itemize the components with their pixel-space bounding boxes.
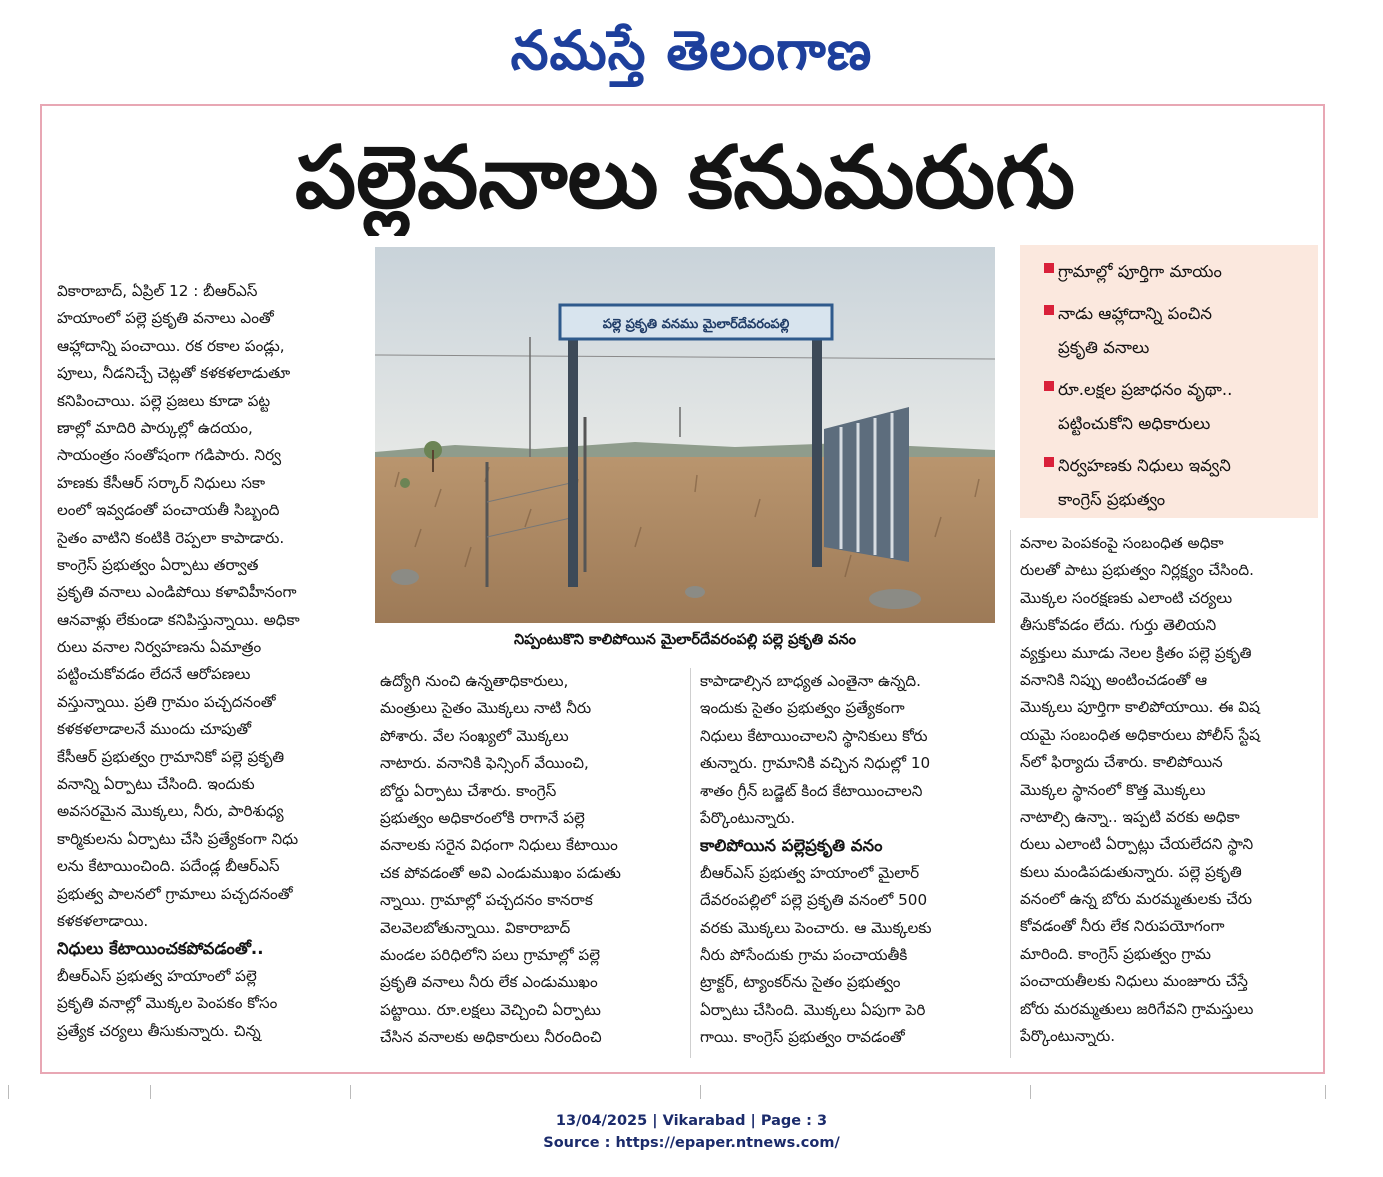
text-line: ప్రకృతి వనాలు నీరు లేక ఎండుముఖం [380, 973, 598, 992]
text-line: పోశారు. వేల సంఖ్యలో మొక్కలు [380, 726, 569, 745]
text-line: కేసీఆర్‌ ప్రభుత్వం గ్రామానికో పల్లె ప్రకృతి [57, 747, 285, 766]
text-line: వనంలో ఉన్న బోరు మరమ్మతులకు చేరు [1020, 890, 1253, 909]
subheading: నిధులు కేటాయించకపోవడంతో.. [57, 939, 264, 959]
text-line: వనాన్ని ఏర్పాటు చేసింది. ఇందుకు [57, 775, 255, 794]
text-line: నీరు పోసేందుకు గ్రామ పంచాయతీకి [700, 945, 908, 964]
margin-mark [1325, 1085, 1326, 1099]
text-line: అవసరమైన మొక్కలు, నీరు, పారిశుధ్య [57, 802, 284, 821]
column-divider [690, 668, 691, 1058]
text-line: దేవరంపల్లిలో పల్లె ప్రకృతి వనంలో 500 [700, 891, 928, 910]
text-line: వస్తున్నాయి. ప్రతి గ్రామం పచ్చదనంతో [57, 692, 276, 711]
highlight-item: రూ.లక్షల ప్రజాధనం వృథా.. పట్టించుకోని అధికారులు [1020, 373, 1318, 441]
text-line: తున్నారు. గ్రామానికి వచ్చిన నిధుల్లో 10 [700, 754, 931, 773]
bullet-square-icon [1044, 381, 1054, 391]
margin-mark [350, 1085, 351, 1099]
footer-date-edition: 13/04/2025 | Vikarabad | Page : 3 [555, 1113, 828, 1129]
text-line: శాతం గ్రీన్‌ బడ్జెట్‌ కింద కేటాయించాలని [700, 781, 923, 800]
text-line: సైతం వాటిని కంటికి రెప్పలా కాపాడారు. [57, 528, 285, 547]
text-line: కోవడంతో నీరు లేక నిరుపయోగంగా [1020, 917, 1225, 936]
text-line: ప్రకృతి వనాలు ఎండిపోయి కళావిహీనంగా [57, 583, 297, 602]
photo-caption: నిప్పంటుకొని కాలిపోయిన మైలార్‌దేవరంపల్లి పల్లె ప్రకృతి వనం [514, 632, 856, 648]
text-line: వికారాబాద్‌, ఏప్రిల్‌ 12 : బీఆర్‌ఎస్‌ [57, 282, 258, 300]
text-line: పట్టాయి. రూ.లక్షలు వెచ్చించి ఏర్పాటు [380, 1000, 601, 1019]
text-line: పట్టించుకోవడం లేదనే ఆరోపణలు [57, 665, 251, 684]
text-line: రులతో పాటు ప్రభుత్వం నిర్లక్ష్యం చేసింది. [1020, 561, 1254, 580]
text-line: కాంగ్రెస్‌ ప్రభుత్వం ఏర్పాటు తర్వాత [57, 555, 259, 574]
text-line: కులు మండిపడుతున్నారు. పల్లె ప్రకృతి [1020, 862, 1242, 881]
highlight-item: నాడు ఆహ్లాదాన్ని పంచిన ప్రకృతి వనాలు [1020, 297, 1318, 365]
text-line: కళకళలాడాయి. [57, 911, 149, 930]
text-line: బోర్డు ఏర్పాటు చేశారు. కాంగ్రెస్‌ [380, 781, 557, 800]
text-line: చేసిన వనాలకు అధికారులు నీరందించి [380, 1028, 602, 1047]
margin-mark [8, 1085, 9, 1099]
article-column-2 [380, 668, 680, 1051]
text-line: ణాల్లో మాదిరి పార్కుల్లో ఉదయం, [57, 418, 253, 437]
text-line: బోరు మరమ్మతులు జరిగేవని గ్రామస్తులు [1020, 999, 1254, 1018]
highlights-box [1020, 245, 1318, 518]
text-line: న్‌లో ఫిర్యాదు చేశారు. కాలిపోయిన [1020, 753, 1223, 772]
text-line: న్నాయి. గ్రామాల్లో పచ్చదనం కానరాక [380, 891, 593, 910]
text-line: వనానికి నిప్పు అంటించడంతో ఆ [1020, 670, 1208, 689]
text-line: రులు ఎలాంటి ఏర్పాట్లు చేయలేదని స్థాని [1020, 835, 1254, 854]
text-line: తీసుకోవడం లేదు. గుర్తు తెలియని [1020, 616, 1217, 635]
text-line: వరకు మొక్కలు పెంచారు. ఆ మొక్కలకు [700, 918, 932, 937]
margin-mark [700, 1085, 701, 1099]
text-line: మొక్కలు పూర్తిగా కాలిపోయాయి. ఈ విష [1020, 698, 1260, 717]
text-line: ఇందుకు సైతం ప్రభుత్వం ప్రత్యేకంగా [700, 699, 905, 718]
text-line: ట్రాక్టర్‌, ట్యాంకర్‌ను సైతం ప్రభుత్వం [700, 973, 901, 992]
text-line: లంలో ఇవ్వడంతో పంచాయతీ సిబ్బంది [57, 501, 280, 520]
bullet-square-icon [1044, 457, 1054, 467]
text-line: వెలవెలబోతున్నాయి. వికారాబాద్‌ [380, 918, 571, 937]
text-line: కళకళలాడాలనే ముందు చూపుతో [57, 720, 252, 739]
text-line: కాపాడాల్సిన బాధ్యత ఎంతైనా ఉన్నది. [700, 672, 921, 690]
text-line: వనాలకు సరైన విధంగా నిధులు కేటాయిం [380, 836, 618, 855]
text-line: ప్రత్యేక చర్యలు తీసుకున్నారు. చిన్న [57, 1021, 261, 1040]
text-line: ప్రభుత్వ పాలనలో గ్రామాలు పచ్చదనంతో [57, 884, 293, 903]
article-column-4 [1020, 530, 1320, 1050]
text-line: ఉద్యోగి నుంచి ఉన్నతాధికారులు, [380, 672, 569, 690]
text-line: బీఆర్‌ఎస్‌ ప్రభుత్వ హయాంలో మైలార్‌ [700, 863, 920, 882]
text-line: లను కేటాయించింది. పదేండ్ల బీఆర్‌ఎస్‌ [57, 857, 280, 876]
text-line: నాటారు. వనానికి ఫెన్సింగ్‌ వేయించి, [380, 754, 589, 773]
text-line: సాయంత్రం సంతోషంగా గడిపారు. నిర్వ [57, 446, 282, 465]
margin-mark [150, 1085, 151, 1099]
bullet-square-icon [1044, 305, 1054, 315]
text-line: ఆనవాళ్లు లేకుండా కనిపిస్తున్నాయి. అధికా [57, 610, 300, 629]
text-line: రులు వనాల నిర్వహణను ఏమాత్రం [57, 638, 262, 657]
column-divider [1010, 530, 1011, 1058]
text-line: మండల పరిధిలోని పలు గ్రామాల్లో పల్లె [380, 945, 600, 964]
text-line: బీఆర్‌ఎస్‌ ప్రభుత్వ హయాంలో పల్లె [57, 966, 257, 985]
article-photo [375, 247, 995, 623]
article-headline: పల్లెవనాలు కనుమరుగు [295, 128, 1075, 228]
text-line: ఏర్పాటు చేసింది. మొక్కలు ఏపుగా పెరి [700, 1000, 926, 1019]
text-line: ఆహ్లాదాన్ని పంచాయి. రక రకాల పండ్లు, [57, 336, 285, 355]
text-line: హణకు కేసీఆర్‌ సర్కార్‌ నిధులు సకా [57, 473, 266, 492]
margin-mark [1030, 1085, 1031, 1099]
text-line: చక పోవడంతో అవి ఎండుముఖం పడుతు [380, 863, 621, 882]
highlight-item: గ్రామాల్లో పూర్తిగా మాయం [1020, 255, 1318, 289]
text-line: పూలు, నీడనిచ్చే చెట్లతో కళకళలాడుతూ [57, 364, 291, 383]
text-line: వనాల పెంపకంపై సంబంధిత అధికా [1020, 534, 1224, 552]
footer-source: Source : https://epaper.ntnews.com/ [543, 1135, 840, 1151]
highlight-item: నిర్వహణకు నిధులు ఇవ్వని కాంగ్రెస్‌ ప్రభుత్వం [1020, 449, 1318, 517]
text-line: పేర్కొంటున్నారు. [700, 808, 796, 827]
text-line: హయాంలో పల్లె ప్రకృతి వనాలు ఎంతో [57, 309, 274, 328]
page-footer [0, 1110, 1383, 1154]
text-line: వ్యక్తులు మూడు నెలల క్రితం పల్లె ప్రకృతి [1020, 643, 1252, 662]
text-line: యమై సంబంధిత అధికారులు పోలీస్‌ స్టేష [1020, 725, 1260, 744]
text-line: పేర్కొంటున్నారు. [1020, 1027, 1116, 1046]
text-line: మొక్కల స్థానంలో కొత్త మొక్కలు [1020, 780, 1206, 799]
text-line: కార్మికులను ఏర్పాటు చేసి ప్రత్యేకంగా నిధు [57, 829, 299, 848]
text-line: ప్రకృతి వనాల్లో మొక్కల పెంపకం కోసం [57, 994, 278, 1013]
text-line: నిధులు కేటాయించాలని స్థానికులు కోరు [700, 726, 928, 745]
text-line: మంత్రులు సైతం మొక్కలు నాటి నీరు [380, 699, 592, 718]
text-line: మారింది. కాంగ్రెస్‌ ప్రభుత్వం గ్రామ [1020, 944, 1211, 963]
text-line: నాటాల్సి ఉన్నా.. ఇప్పటి వరకు అధికా [1020, 807, 1240, 826]
bullet-square-icon [1044, 263, 1054, 273]
text-line: కనిపించాయి. పల్లె ప్రజలు కూడా పట్ట [57, 391, 271, 410]
article-column-1 [57, 278, 357, 1045]
arch-sign-text: పల్లె ప్రకృతి వనము మైలార్‌దేవరంపల్లి [602, 317, 790, 332]
masthead-logo: నమస్తే తెలంగాణ [510, 18, 873, 82]
text-line: గాయి. కాంగ్రెస్‌ ప్రభుత్వం రావడంతో [700, 1028, 905, 1047]
subheading: కాలిపోయిన పల్లెప్రకృతి వనం [700, 836, 883, 856]
text-line: పంచాయతీలకు నిధులు మంజూరు చేస్తే [1020, 972, 1248, 991]
text-line: మొక్కల సంరక్షణకు ఎలాంటి చర్యలు [1020, 588, 1233, 607]
article-column-3 [700, 668, 1000, 1051]
text-line: ప్రభుత్వం అధికారంలోకి రాగానే పల్లె [380, 808, 585, 827]
